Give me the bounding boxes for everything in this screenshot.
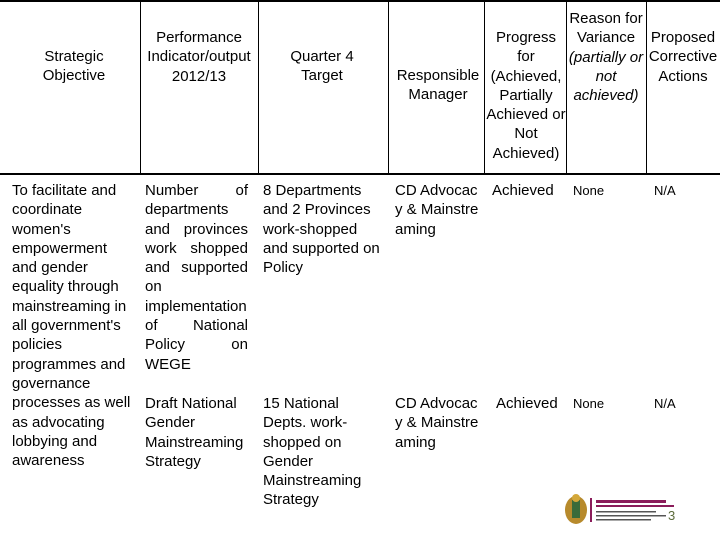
header-objective: Strategic Objective [42,48,106,85]
row2-indicator: Draft National Gender Mainstreaming Strategy [145,395,244,470]
row1-manager: CD Advocacy & Mainstreaming [395,182,479,238]
header-bottom-rule [0,173,720,175]
col-divider-1 [140,0,141,173]
row2-manager: CD Advocacy & Mainstreaming [395,395,479,451]
row2-reason: None [573,396,605,411]
row1-action: N/A [654,183,676,198]
header-action: Proposed Corrective Actions [648,29,718,85]
col-divider-2 [258,0,259,173]
page-number: 3 [668,508,676,523]
row1-indicator: Number of departments and provinces work shopped and supported on implementation of National Policy on WEGE [145,182,248,373]
row1-reason: None [573,183,605,198]
header-target: Quarter 4 Target [290,48,354,85]
header-indicator: Performance Indicator/output 2012/13 [147,29,251,85]
col-divider-3 [388,0,389,173]
header-reason-main: Reason for Variance [569,10,643,47]
row1-progress: Achieved [492,182,554,199]
department-logo [560,490,710,530]
row1-target: 8 Departments and 2 Provinces work-shopped and supported on Policy [263,182,380,277]
row2-progress: Achieved [496,395,558,412]
col-divider-6 [646,0,647,173]
row2-action: N/A [654,396,676,411]
header-reason [566,9,646,105]
header-top-rule [0,0,720,2]
coat-of-arms-icon [560,490,710,530]
strategic-objective: To facilitate and coordinate women's empowerment and gender equality through mainstreaming in all government's policies programmes and governance processes as well as advocating lobbying and awareness [12,182,131,470]
header-reason-italic: (partially or not achieved) [568,48,644,105]
header-manager: Responsible Manager [396,67,480,104]
header-progress: Progress for (Achieved, Partially Achieved or Not Achieved) [486,29,566,162]
row2-target: 15 National Depts. work-shopped on Gender Mainstreaming Strategy [263,395,362,509]
